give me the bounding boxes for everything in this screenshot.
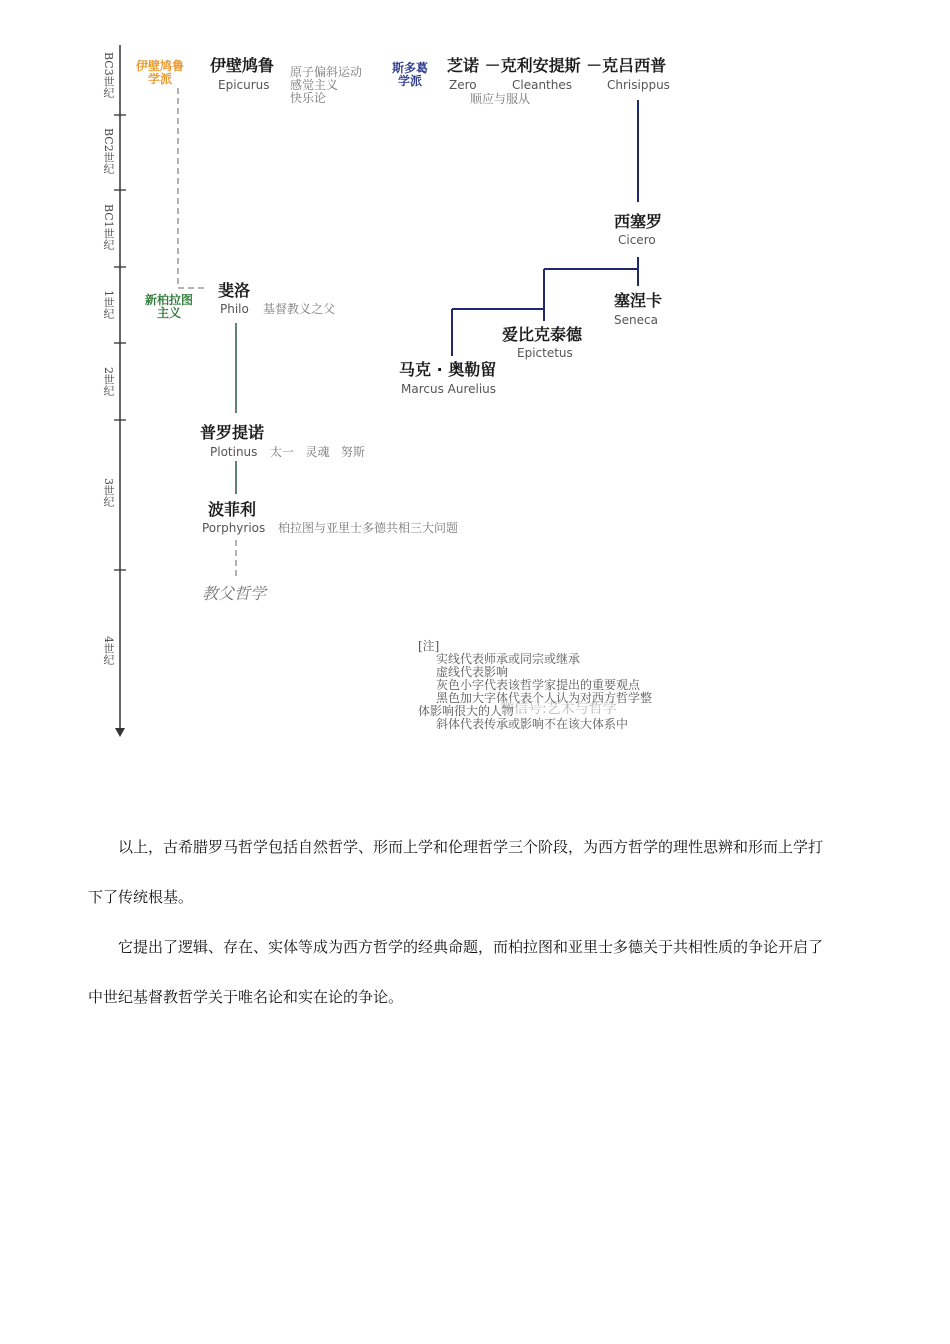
patristic-philosophy-label: 教父哲学 [202, 584, 267, 603]
paragraph-1-line-1: 以上，古希腊罗马哲学包括自然哲学、形而上学和伦理哲学三个阶段，为西方哲学的理性思辨和形而上学打 [118, 838, 824, 856]
philosopher-porphyrios-en: Porphyrios [202, 521, 266, 535]
epicurean-influence-line [178, 88, 207, 288]
philosopher-plotinus-ideas: 太一 灵魂 努斯 [270, 445, 365, 459]
philosopher-philo-ideas: 基督教义之父 [263, 302, 336, 316]
philosopher-epictetus-en: Epictetus [517, 346, 573, 360]
philosopher-plotinus-cn: 普罗提诺 [200, 423, 265, 442]
legend-line-5: 体影响很大的人物 [418, 704, 515, 718]
legend-line-2: 虚线代表影响 [436, 665, 509, 679]
paragraph-2-line-2: 中世纪基督教哲学关于唯名论和实在论的争论。 [88, 988, 404, 1006]
school-epicurean: 伊壁鸠鲁 学派 [136, 59, 185, 86]
philosopher-plotinus-en: Plotinus [210, 445, 258, 459]
philosopher-zeno-cleanthes-chrysippus-cn: 芝诺 －克利安提斯 －克吕西普 [447, 56, 667, 75]
century-bc3: BC3世纪 [102, 52, 115, 98]
timeline-arrow [115, 728, 125, 737]
philosopher-porphyrios-cn: 波菲利 [208, 500, 257, 519]
century-1: 1世纪 [102, 290, 115, 319]
philosopher-epicurus-ideas: 原子偏斜运动 感觉主义 快乐论 [290, 65, 363, 105]
philosopher-epictetus-cn: 爱比克泰德 [502, 325, 583, 344]
philosopher-philo-cn: 斐洛 [218, 281, 251, 300]
philosopher-philo-en: Philo [220, 302, 249, 316]
philosopher-epicurus-en: Epicurus [218, 78, 270, 92]
philosopher-cleanthes-en: Cleanthes [512, 78, 572, 92]
century-3: 3世纪 [102, 478, 115, 507]
philosopher-cicero-cn: 西塞罗 [614, 212, 663, 231]
philosopher-zeno-ideas: 顺应与服从 [470, 92, 531, 106]
century-bc1: BC1世纪 [102, 204, 115, 250]
philosopher-chrysippus-en: Chrisippus [607, 78, 670, 92]
school-neoplatonic: 新柏拉图 主义 [145, 293, 194, 320]
philosopher-epicurus-cn: 伊壁鸠鲁 [210, 56, 275, 75]
school-stoic: 斯多葛 学派 [392, 61, 429, 88]
legend-line-4: 黑色加大字体代表个人认为对西方哲学整 [436, 691, 653, 705]
philosopher-porphyrios-ideas: 柏拉图与亚里士多德共相三大问题 [278, 521, 459, 535]
philosopher-cicero-en: Cicero [618, 233, 656, 247]
watermark: 微信号:艺术与哲学 [500, 701, 617, 717]
legend-line-6: 斜体代表传承或影响不在该大体系中 [436, 717, 629, 731]
century-4: 4世纪 [102, 636, 115, 665]
philosopher-seneca-en: Seneca [614, 313, 658, 327]
century-2: 2世纪 [102, 367, 115, 396]
paragraph-2-line-1: 它提出了逻辑、存在、实体等成为西方哲学的经典命题，而柏拉图和亚里士多德关于共相性质的争论开启了 [118, 938, 824, 956]
legend-line-1: 实线代表师承或同宗或继承 [436, 652, 581, 666]
legend-line-3: 灰色小字代表该哲学家提出的重要观点 [436, 678, 641, 692]
century-bc2: BC2世纪 [102, 128, 115, 174]
philosopher-seneca-cn: 塞涅卡 [614, 291, 663, 310]
philosopher-marcus-en: Marcus Aurelius [401, 382, 497, 396]
paragraph-1-line-2: 下了传统根基。 [88, 888, 194, 906]
legend-title: [注] [418, 639, 440, 653]
philosopher-zeno-en: Zero [449, 78, 477, 92]
philosopher-marcus-cn: 马克 · 奥勒留 [399, 360, 497, 379]
